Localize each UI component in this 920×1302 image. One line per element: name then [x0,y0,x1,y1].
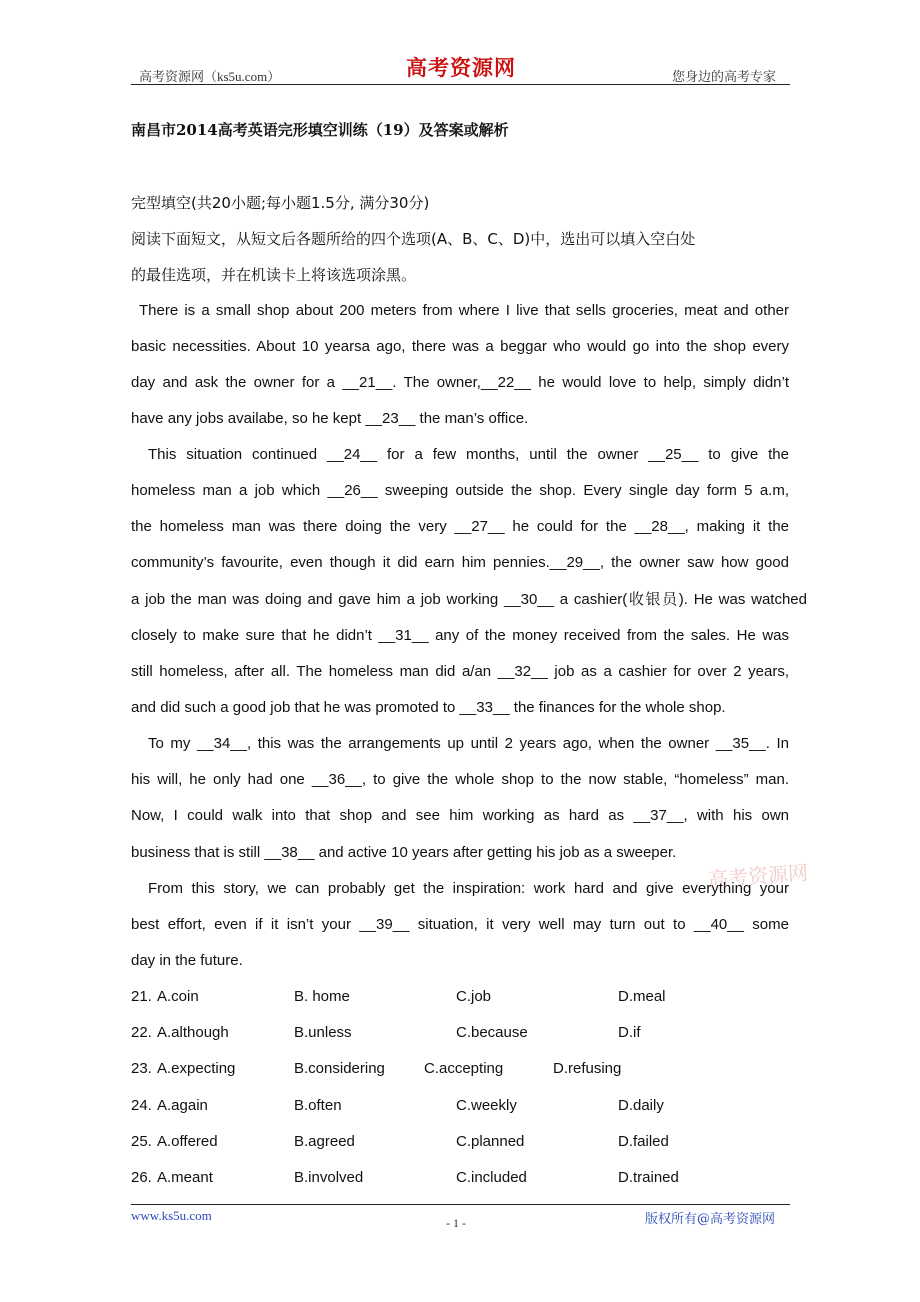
header-logo: 高考资源网 [406,55,516,80]
option-b: B.agreed [294,1133,355,1150]
passage-line: and did such a good job that he was promoted to __33__ the finances for the whole shop. [131,699,726,716]
passage-line: Now, I could walk into that shop and see him working as hard as __37__, with his own [131,807,789,824]
option-d: D.trained [618,1169,679,1186]
footer-divider [131,1204,790,1205]
option-number: 26. [131,1169,152,1186]
option-b: B.unless [294,1024,352,1041]
passage-line: have any jobs availabe, so he kept __23__ the man’s office. [131,410,529,427]
option-a: A.although [157,1024,229,1041]
option-b: B.considering [294,1060,385,1077]
option-c: C.because [456,1024,528,1041]
header-divider [131,84,790,85]
option-b: B.often [294,1097,342,1114]
option-a: A.meant [157,1169,213,1186]
passage-line: basic necessities. About 10 yearsa ago, there was a beggar who would go into the shop every [131,338,789,355]
passage-line: closely to make sure that he didn’t __31__ any of the money received from the sales. He was [131,627,789,644]
option-a: A.offered [157,1133,218,1150]
passage-line: the homeless man was there doing the very __27__ he could for the __28__, making it the [131,518,789,535]
option-c: C.planned [456,1133,525,1150]
header-slogan: 您身边的高考专家 [672,69,777,84]
page-number: - 1 - [446,1216,466,1230]
footer-site-link[interactable]: www.ks5u.com [131,1208,212,1223]
instruction-line: 阅读下面短文，从短文后各题所给的四个选项(A、B、C、D)中，选出可以填入空白处 [131,230,696,248]
option-d: D.refusing [553,1060,622,1077]
option-d: D.meal [618,988,666,1005]
passage-line: This situation continued __24__ for a few months, until the owner __25__ to give the [148,446,789,463]
option-number: 23. [131,1060,152,1077]
passage-line: homeless man a job which __26__ sweeping outside the shop. Every single day form 5 a.m, [131,482,789,499]
option-a: A.again [157,1097,208,1114]
option-number: 21. [131,988,152,1005]
option-number: 22. [131,1024,152,1041]
passage-line: best effort, even if it isn’t your __39__ situation, it very well may turn out to __40__ some [131,916,789,933]
option-d: D.if [618,1024,641,1041]
instruction-line: 的最佳选项，并在机读卡上将该选项涂黑。 [131,266,417,284]
passage-line: business that is still __38__ and active 10 years after getting his job as a sweeper. [131,844,677,861]
passage-line: his will, he only had one __36__, to give the whole shop to the now stable, “homeless” man. [131,771,789,788]
document-title: 南昌市2014高考英语完形填空训练（19）及答案或解析 [131,121,509,139]
option-number: 24. [131,1097,152,1114]
instruction-line: 完型填空(共20小题;每小题1.5分, 满分30分) [131,194,430,212]
option-a: A.coin [157,988,199,1005]
option-c: C.weekly [456,1097,517,1114]
passage-line: day and ask the owner for a __21__. The owner,__22__ he would love to help, simply didn’t [131,374,789,391]
option-c: C.included [456,1169,527,1186]
option-d: D.failed [618,1133,669,1150]
passage-line: From this story, we can probably get the inspiration: work hard and give everything your [148,880,789,897]
option-c: C.job [456,988,492,1005]
passage-line: There is a small shop about 200 meters from where I live that sells groceries, meat and other [139,302,789,319]
footer-copyright: 版权所有@高考资源网 [645,1212,776,1227]
option-d: D.daily [618,1097,664,1114]
option-c: C.accepting [424,1060,504,1077]
option-a: A.expecting [157,1060,236,1077]
passage-line: a job the man was doing and gave him a job working __30__ a cashier(收银员). He was watched [131,591,807,608]
option-b: B.involved [294,1169,364,1186]
passage-line: still homeless, after all. The homeless man did a/an __32__ job as a cashier for over 2 years, [131,663,789,680]
passage-line: To my __34__, this was the arrangements up until 2 years ago, when the owner __35__. In [148,735,789,752]
header-site-name: 高考资源网（ks5u.com） [139,69,281,84]
option-number: 25. [131,1133,152,1150]
passage-line: community’s favourite, even though it did earn him pennies.__29__, the owner saw how good [131,554,789,571]
passage-line: day in the future. [131,952,243,969]
watermark-logo: 高考资源网 [707,860,809,892]
option-b: B. home [294,988,350,1005]
